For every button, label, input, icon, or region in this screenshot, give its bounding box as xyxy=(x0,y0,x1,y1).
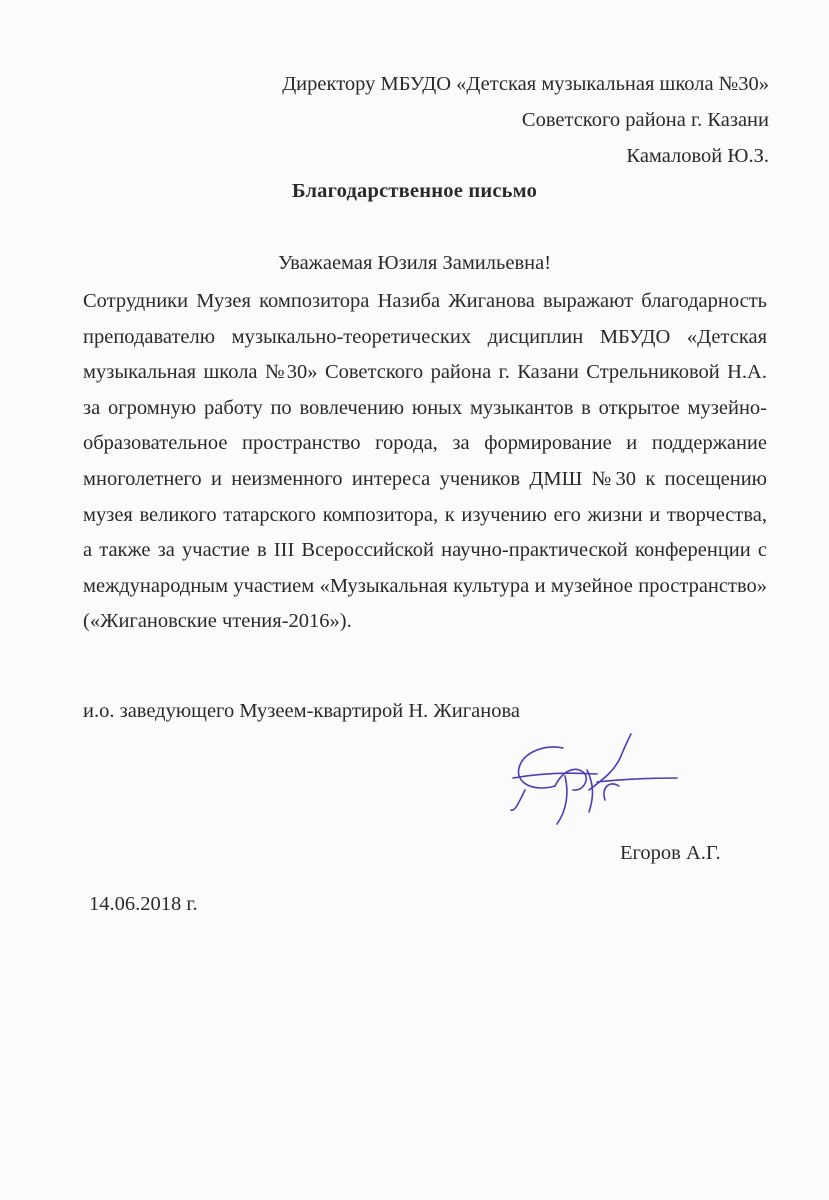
handwritten-signature xyxy=(505,730,685,835)
letter-body: Сотрудники Музея композитора Назиба Жиганова выражают благодарность преподавателю музыкально-теоретических дисциплин МБУДО «Детская музыкальная школа №30» Советского района г. Казани Стрельниковой Н.А. за огромную работу по вовлечению юных музыкантов в открытое музейно-образовательное пространство города, за формирование и поддержание многолетнего и неизменного интереса учеников ДМШ №30 к посещению музея великого татарского композитора, к изучению его жизни и творчества, а также за участие в III Всероссийской научно-практической конференции с международным участием «Музыкальная культура и музейное пространство» («Жигановские чтения-2016»). xyxy=(83,290,767,633)
signer-name: Егоров А.Г. xyxy=(620,842,721,864)
addressee-line-name: Камаловой Ю.З. xyxy=(626,145,769,167)
addressee-block xyxy=(282,66,769,174)
addressee-line-director: Директору МБУДО «Детская музыкальная школа №30» xyxy=(282,73,769,95)
salutation: Уважаемая Юзиля Замильевна! xyxy=(277,252,552,274)
letter-title: Благодарственное письмо xyxy=(291,180,538,202)
letter-date: 14.06.2018 г. xyxy=(89,893,198,915)
signer-position: и.о. заведующего Музеем-квартирой Н. Жиганова xyxy=(83,700,520,722)
addressee-line-district: Советского района г. Казани xyxy=(521,109,769,131)
